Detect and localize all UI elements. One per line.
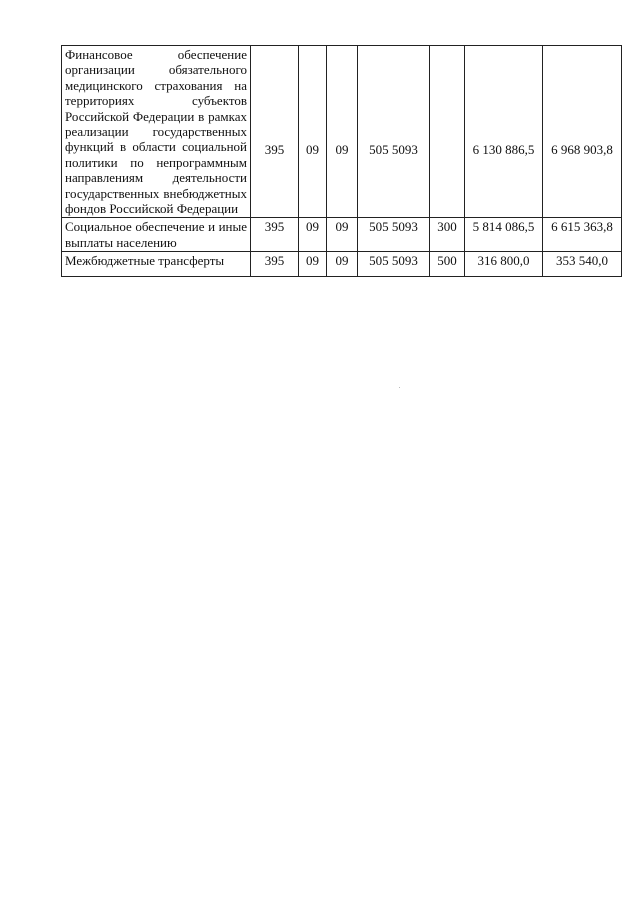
section-cell: 09 <box>299 218 327 252</box>
amount-year2-cell: 353 540,0 <box>543 252 622 277</box>
subsection-cell: 09 <box>327 252 358 277</box>
expense-type-cell <box>430 46 465 218</box>
row-name-cell: Социальное обеспечение и иные выплаты населению <box>62 218 251 252</box>
scan-speck <box>399 387 400 388</box>
amount-year1-cell: 6 130 886,5 <box>465 46 543 218</box>
amount-year2-cell: 6 968 903,8 <box>543 46 622 218</box>
target-article-cell: 505 5093 <box>358 252 430 277</box>
table-row <box>62 46 622 218</box>
expense-type-cell: 300 <box>430 218 465 252</box>
grbs-cell: 395 <box>251 252 299 277</box>
subsection-cell: 09 <box>327 46 358 218</box>
table-row <box>62 218 622 252</box>
amount-year1-cell: 316 800,0 <box>465 252 543 277</box>
amount-year1-cell: 5 814 086,5 <box>465 218 543 252</box>
budget-table <box>61 45 622 277</box>
row-name-cell: Межбюджетные трансферты <box>62 252 251 277</box>
table-row <box>62 252 622 277</box>
section-cell: 09 <box>299 252 327 277</box>
section-cell: 09 <box>299 46 327 218</box>
expense-type-cell: 500 <box>430 252 465 277</box>
target-article-cell: 505 5093 <box>358 218 430 252</box>
target-article-cell: 505 5093 <box>358 46 430 218</box>
row-name-cell: Финансовое обеспечение организации обязательного медицинского страхования на территориях субъектов Российской Федерации в рамках реализации государственных функций в области социальной политики по непрограммным направлениям деятельности государственных внебюджетных фондов Российской Федерации <box>62 46 251 218</box>
grbs-cell: 395 <box>251 46 299 218</box>
subsection-cell: 09 <box>327 218 358 252</box>
amount-year2-cell: 6 615 363,8 <box>543 218 622 252</box>
grbs-cell: 395 <box>251 218 299 252</box>
